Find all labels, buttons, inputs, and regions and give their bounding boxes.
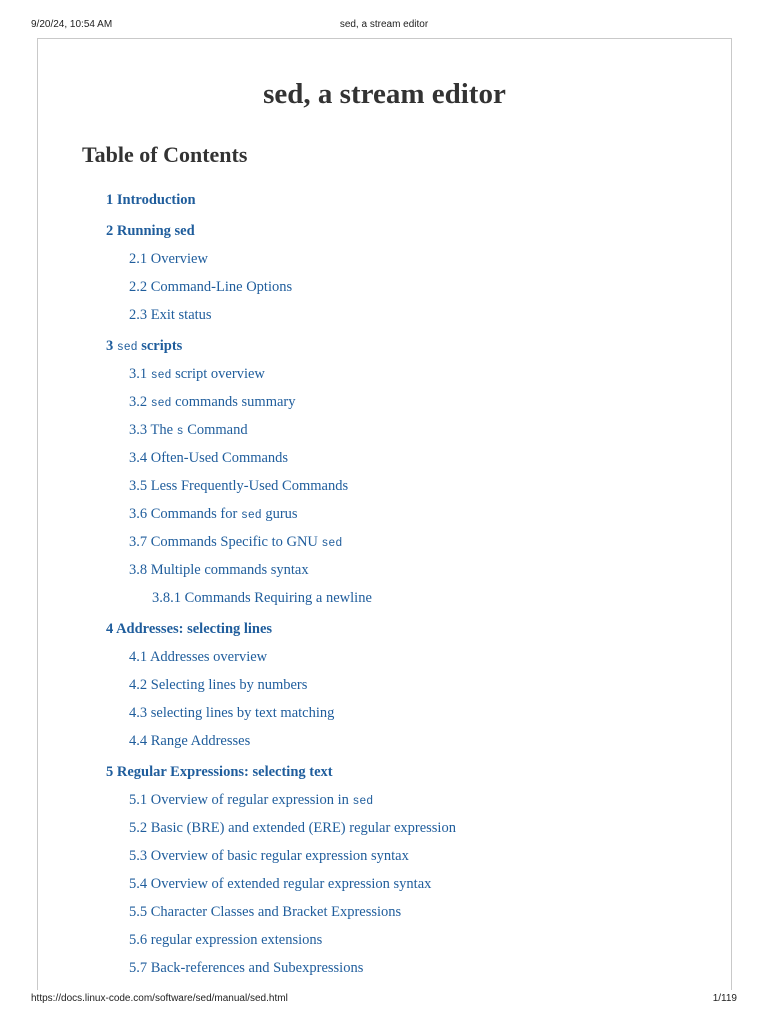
toc-link-text: scripts bbox=[137, 338, 183, 354]
toc-link[interactable] bbox=[129, 792, 373, 808]
toc-link-text: 3.2 bbox=[129, 394, 151, 410]
toc-link-text: 2 Running sed bbox=[106, 223, 195, 239]
toc-link-code: sed bbox=[352, 795, 374, 808]
toc-link[interactable] bbox=[129, 478, 348, 494]
toc-item bbox=[129, 788, 373, 812]
toc-link-text: 4.2 Selecting lines by numbers bbox=[129, 677, 308, 693]
toc-link[interactable] bbox=[152, 590, 372, 606]
toc-link-text: 2.3 Exit status bbox=[129, 307, 212, 323]
toc-item bbox=[129, 729, 250, 753]
toc-link-text: 3.8 Multiple commands syntax bbox=[129, 562, 309, 578]
toc-link-text: 5.6 regular expression extensions bbox=[129, 932, 323, 948]
toc-link[interactable] bbox=[129, 394, 296, 410]
toc-item bbox=[129, 362, 265, 386]
toc-link[interactable] bbox=[129, 677, 307, 693]
toc-item bbox=[129, 645, 267, 669]
toc-item bbox=[129, 418, 248, 442]
toc-link[interactable] bbox=[129, 422, 248, 438]
toc-link-code: sed bbox=[150, 397, 172, 410]
print-date: 9/20/24, 10:54 AM bbox=[31, 19, 113, 30]
toc-link-code: sed bbox=[321, 537, 343, 550]
toc-link[interactable] bbox=[129, 251, 208, 267]
toc-link[interactable] bbox=[106, 764, 333, 780]
toc-item bbox=[129, 275, 292, 299]
toc-item bbox=[129, 446, 288, 470]
toc-item bbox=[129, 900, 401, 924]
toc-item bbox=[129, 530, 342, 554]
toc-item bbox=[106, 219, 195, 243]
toc-link-text: 3.8.1 Commands Requiring a newline bbox=[152, 590, 372, 606]
toc-item bbox=[129, 673, 307, 697]
toc-link-text: 5.1 Overview of regular expression in bbox=[129, 792, 353, 808]
toc-link[interactable] bbox=[129, 733, 250, 749]
toc-item bbox=[129, 844, 409, 868]
toc-link-text: commands summary bbox=[171, 394, 296, 410]
toc-link-code: sed bbox=[240, 509, 262, 522]
print-title: sed, a stream editor bbox=[339, 19, 429, 30]
toc-link-text: 3.6 Commands for bbox=[129, 506, 241, 522]
toc-link-text: 5 Regular Expressions: selecting text bbox=[106, 764, 333, 780]
toc-item bbox=[152, 586, 372, 610]
toc-link-text: 5.4 Overview of extended regular expression syntax bbox=[129, 876, 432, 892]
toc-item bbox=[129, 247, 208, 271]
toc-item bbox=[106, 617, 272, 641]
toc-item bbox=[129, 928, 322, 952]
toc-link-text: 3.7 Commands Specific to GNU bbox=[129, 534, 322, 550]
toc-link[interactable] bbox=[106, 192, 196, 208]
toc-link-text: 5.5 Character Classes and Bracket Expressions bbox=[129, 904, 402, 920]
toc-link[interactable] bbox=[129, 649, 267, 665]
toc-link[interactable] bbox=[129, 562, 309, 578]
toc-link-text: 3 bbox=[106, 338, 117, 354]
print-header bbox=[31, 19, 737, 33]
toc-link-text: Command bbox=[183, 422, 248, 438]
toc-link[interactable] bbox=[129, 279, 292, 295]
toc-item bbox=[129, 474, 348, 498]
toc-item bbox=[129, 701, 334, 725]
toc-link-text: 4 Addresses: selecting lines bbox=[106, 621, 273, 637]
toc-item bbox=[129, 956, 363, 980]
page-url: https://docs.linux-code.com/software/sed/manual/sed.html bbox=[31, 993, 288, 1004]
toc-link[interactable] bbox=[106, 223, 195, 239]
toc-link[interactable] bbox=[129, 506, 298, 522]
toc-link-text: 3.4 Often-Used Commands bbox=[129, 450, 289, 466]
toc-item bbox=[129, 502, 298, 526]
toc-link[interactable] bbox=[129, 876, 431, 892]
toc-link-text: 3.5 Less Frequently-Used Commands bbox=[129, 478, 349, 494]
toc-item bbox=[106, 188, 196, 212]
toc-link-text: 4.3 selecting lines by text matching bbox=[129, 705, 335, 721]
toc-link-text: 5.2 Basic (BRE) and extended (ERE) regular expression bbox=[129, 820, 456, 836]
toc-link[interactable] bbox=[129, 904, 401, 920]
toc-link-text: 2.2 Command-Line Options bbox=[129, 279, 293, 295]
toc-link-text: 2.1 Overview bbox=[129, 251, 208, 267]
toc-link-text: script overview bbox=[171, 366, 265, 382]
toc-link[interactable] bbox=[106, 621, 272, 637]
toc-link[interactable] bbox=[106, 338, 182, 354]
toc-link-code: sed bbox=[150, 369, 172, 382]
toc-link[interactable] bbox=[129, 848, 409, 864]
toc-link-code: sed bbox=[116, 341, 138, 354]
toc-link-text: 5.3 Overview of basic regular expression syntax bbox=[129, 848, 409, 864]
toc-link[interactable] bbox=[129, 450, 288, 466]
toc-link-text: 4.1 Addresses overview bbox=[129, 649, 268, 665]
toc-item bbox=[106, 334, 182, 358]
toc-link-text: gurus bbox=[261, 506, 298, 522]
toc-item bbox=[129, 558, 309, 582]
toc-link[interactable] bbox=[129, 366, 265, 382]
toc-item bbox=[129, 872, 431, 896]
toc-heading: Table of Contents bbox=[82, 142, 248, 167]
toc-link-text: 3.3 The bbox=[129, 422, 177, 438]
page-title: sed, a stream editor bbox=[263, 78, 506, 110]
toc-item bbox=[106, 760, 333, 784]
toc-link-text: 3.1 bbox=[129, 366, 151, 382]
toc-link[interactable] bbox=[129, 960, 363, 976]
toc-link-code: s bbox=[176, 425, 184, 438]
page-number: 1/119 bbox=[712, 993, 737, 1004]
toc-link[interactable] bbox=[129, 705, 334, 721]
toc-link-text: 4.4 Range Addresses bbox=[129, 733, 251, 749]
toc-link-text: 5.7 Back-references and Subexpressions bbox=[129, 960, 364, 976]
toc-item bbox=[129, 390, 296, 414]
toc-link[interactable] bbox=[129, 534, 342, 550]
toc-link-text: 1 Introduction bbox=[106, 192, 196, 208]
toc-link[interactable] bbox=[129, 307, 212, 323]
print-footer bbox=[31, 993, 737, 1007]
toc-link[interactable] bbox=[129, 932, 322, 948]
toc-link[interactable] bbox=[129, 820, 456, 836]
toc-item bbox=[129, 816, 456, 840]
toc-item bbox=[129, 303, 212, 327]
